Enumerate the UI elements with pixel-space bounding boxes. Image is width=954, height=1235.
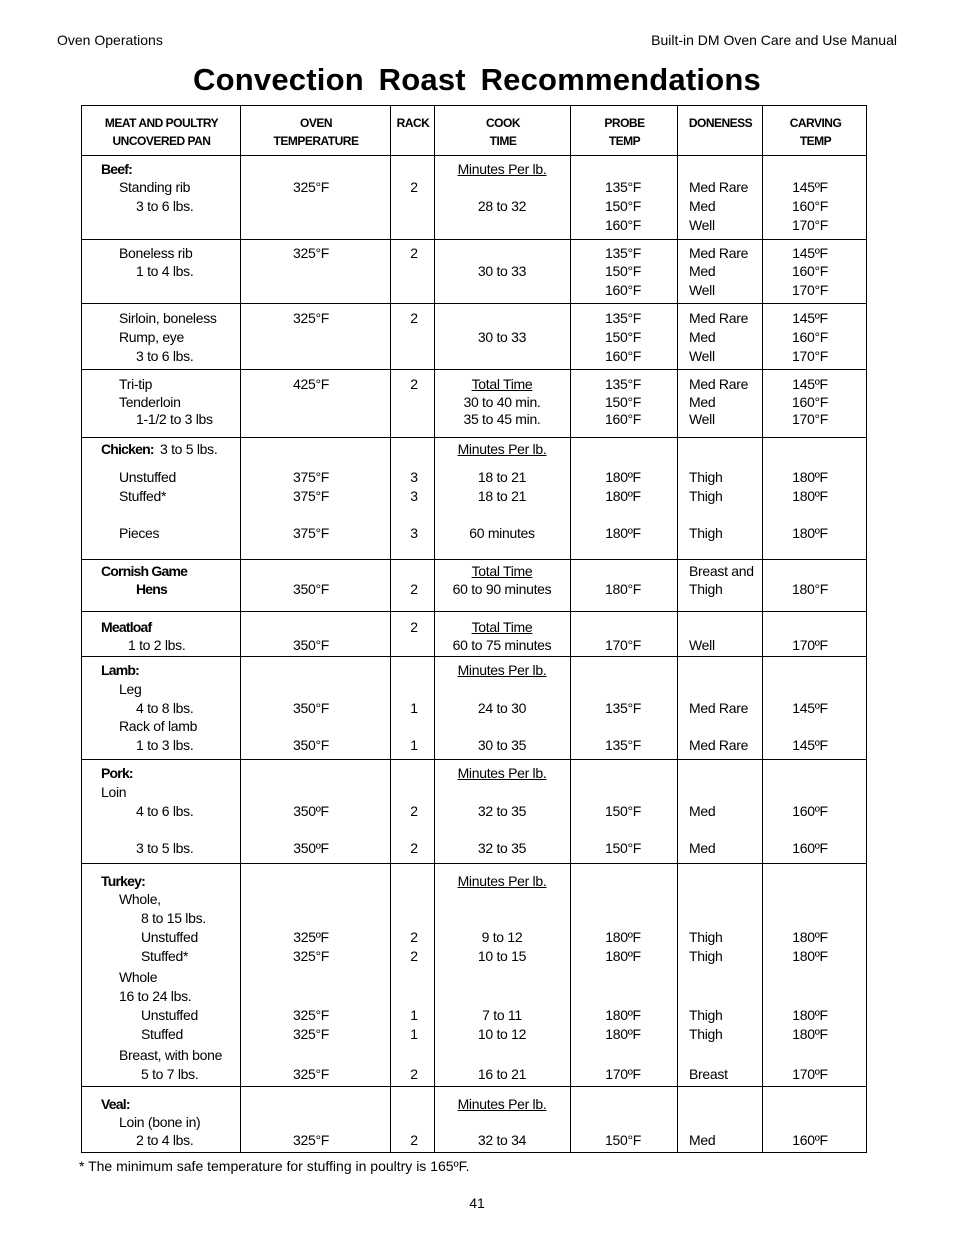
cell-probe: 135°F [604, 376, 642, 392]
cell-probe: 135°F [604, 245, 642, 261]
cell-doneness: Med [689, 198, 716, 214]
cell-oven: 350ºF [293, 803, 329, 819]
cell-oven: 350°F [292, 637, 330, 653]
cell-meat: 2 to 4 lbs. [136, 1132, 194, 1148]
cell-rack: 1 [410, 737, 418, 753]
cell-meat: 3 to 6 lbs. [136, 198, 194, 214]
cell-carving: 180ºF [792, 1007, 828, 1023]
column-header-meat-line1: MEAT AND POULTRY [104, 116, 219, 130]
cell-meat: Stuffed* [119, 488, 167, 504]
row-divider [82, 1086, 866, 1087]
cell-carving: 145ºF [792, 245, 828, 261]
cell-probe: 150°F [604, 1132, 642, 1148]
column-header-oven [241, 114, 391, 150]
cell-meat: 3 to 5 lbs. [160, 441, 218, 457]
column-header-cook-line1: COOK [486, 116, 520, 130]
cell-rack: 2 [410, 840, 418, 856]
cell-probe: 150°F [604, 329, 642, 345]
cell-carving: 170°F [791, 217, 829, 233]
cell-rack: 1 [410, 1026, 418, 1042]
cell-rack: 3 [410, 488, 418, 504]
cell-meat: 1 to 4 lbs. [136, 263, 194, 279]
cell-doneness: Med Rare [689, 310, 749, 326]
cell-doneness: Med [689, 803, 716, 819]
cell-doneness: Med [689, 840, 716, 856]
cell-probe: 180ºF [605, 525, 641, 541]
cell-meat: Standing rib [119, 179, 191, 195]
cell-oven: 350°F [292, 737, 330, 753]
row-divider [82, 759, 866, 760]
column-divider [390, 106, 391, 1152]
column-divider [570, 106, 571, 1152]
cell-oven: 350°F [292, 581, 330, 597]
cell-carving: 170ºF [792, 637, 828, 653]
cell-meat: 5 to 7 lbs. [141, 1066, 199, 1082]
cell-carving: 180ºF [792, 488, 828, 504]
cell-probe: 150°F [604, 263, 642, 279]
cell-meat: 1-1/2 to 3 lbs [136, 411, 213, 427]
column-header-cook-line2: TIME [489, 134, 517, 148]
cell-rack: 2 [410, 948, 418, 964]
cell-meat: Boneless rib [119, 245, 193, 261]
cell-cook: Minutes Per lb. [457, 161, 547, 177]
cell-probe: 135°F [604, 310, 642, 326]
cell-meat: 3 to 6 lbs. [136, 348, 194, 364]
recommendations-table [81, 105, 867, 1153]
cell-probe: 180ºF [605, 1007, 641, 1023]
row-divider [82, 239, 866, 240]
cell-rack: 3 [410, 525, 418, 541]
cell-doneness: Well [689, 348, 715, 364]
cell-cook: 30 to 33 [477, 263, 527, 279]
cell-cook: 32 to 35 [477, 840, 527, 856]
cell-doneness: Well [689, 282, 715, 298]
row-divider [82, 863, 866, 864]
cell-doneness: Thigh [689, 1007, 723, 1023]
cell-rack: 2 [410, 245, 418, 261]
cell-meat: Pork: [101, 765, 133, 781]
cell-probe: 160°F [604, 217, 642, 233]
cell-meat: Unstuffed [141, 1007, 198, 1023]
cell-oven: 350ºF [293, 840, 329, 856]
cell-carving: 170ºF [792, 1066, 828, 1082]
cell-carving: 145ºF [792, 179, 828, 195]
cell-carving: 180ºF [792, 948, 828, 964]
cell-meat: Breast, with bone [119, 1047, 223, 1063]
row-divider [82, 155, 866, 156]
cell-cook: 35 to 45 min. [463, 411, 541, 427]
cell-oven: 425°F [292, 376, 330, 392]
cell-oven: 375°F [292, 488, 330, 504]
column-header-rack-line1: RACK [396, 116, 430, 130]
cell-cook: Total Time [471, 619, 533, 635]
cell-cook: 60 minutes [469, 525, 535, 541]
cell-probe: 180ºF [605, 929, 641, 945]
cell-meat: Rack of lamb [119, 718, 198, 734]
cell-doneness: Med [689, 263, 716, 279]
manual-title-header: Built-in DM Oven Care and Use Manual [651, 32, 897, 48]
cell-carving: 180ºF [792, 525, 828, 541]
cell-carving: 170°F [791, 348, 829, 364]
cell-doneness: Thigh [689, 525, 723, 541]
cell-cook: 60 to 75 minutes [452, 637, 552, 653]
cell-cook: Total Time [471, 376, 533, 392]
cell-doneness: Well [689, 217, 715, 233]
cell-cook: 18 to 21 [477, 488, 527, 504]
cell-meat: Unstuffed [119, 469, 176, 485]
cell-probe: 180ºF [605, 1026, 641, 1042]
cell-probe: 150°F [604, 840, 642, 856]
cell-cook: 16 to 21 [477, 1066, 527, 1082]
cell-doneness: Med [689, 1132, 716, 1148]
cell-cook: Minutes Per lb. [457, 1096, 547, 1112]
cell-oven: 325°F [292, 245, 330, 261]
column-divider [240, 106, 241, 1152]
cell-probe: 170ºF [605, 1066, 641, 1082]
cell-carving: 180ºF [792, 929, 828, 945]
cell-meat: 1 to 2 lbs. [128, 637, 186, 653]
cell-carving: 180°F [791, 581, 829, 597]
cell-doneness: Thigh [689, 581, 723, 597]
cell-meat: 4 to 8 lbs. [136, 700, 194, 716]
cell-doneness: Thigh [689, 948, 723, 964]
column-header-probe [571, 114, 678, 150]
cell-probe: 160°F [604, 282, 642, 298]
cell-carving: 180ºF [792, 469, 828, 485]
cell-carving: 160ºF [792, 803, 828, 819]
cell-meat: Loin (bone in) [119, 1114, 201, 1130]
column-header-meat-line2: UNCOVERED PAN [112, 134, 211, 148]
cell-carving: 160°F [791, 329, 829, 345]
cell-doneness: Med Rare [689, 376, 749, 392]
cell-meat: Lamb: [101, 662, 140, 678]
cell-cook: 10 to 12 [477, 1026, 527, 1042]
cell-oven: 325°F [292, 310, 330, 326]
cell-cook: 30 to 35 [477, 737, 527, 753]
cell-carving: 160°F [791, 263, 829, 279]
cell-meat: 3 to 5 lbs. [136, 840, 194, 856]
cell-carving: 145ºF [792, 700, 828, 716]
cell-doneness: Thigh [689, 488, 723, 504]
cell-probe: 135°F [604, 737, 642, 753]
cell-meat: Unstuffed [141, 929, 198, 945]
cell-cook: 30 to 40 min. [463, 394, 541, 410]
cell-cook: 7 to 11 [482, 1007, 522, 1023]
cell-oven: 325°F [292, 1132, 330, 1148]
cell-oven: 325°F [292, 948, 330, 964]
cell-meat: Leg [119, 681, 142, 697]
cell-oven: 375°F [292, 469, 330, 485]
cell-oven: 325°F [292, 179, 330, 195]
row-divider [82, 437, 866, 438]
cell-cook: 32 to 35 [477, 803, 527, 819]
cell-carving: 160ºF [792, 840, 828, 856]
row-divider [82, 303, 866, 304]
page-number: 41 [469, 1195, 485, 1211]
cell-carving: 160°F [791, 394, 829, 410]
cell-doneness: Med [689, 394, 716, 410]
cell-meat: Veal: [101, 1096, 130, 1112]
cell-meat: Chicken: [101, 441, 154, 457]
page-title: Convection Roast Recommendations [193, 62, 761, 97]
cell-doneness: Thigh [689, 469, 723, 485]
cell-cook: 10 to 15 [477, 948, 527, 964]
cell-doneness: Thigh [689, 929, 723, 945]
cell-meat: 4 to 6 lbs. [136, 803, 194, 819]
column-header-carving-line2: TEMP [799, 134, 832, 148]
cell-doneness: Med Rare [689, 179, 749, 195]
cell-probe: 170°F [604, 637, 642, 653]
column-header-probe-line1: PROBE [604, 116, 645, 130]
cell-oven: 325ºF [293, 929, 329, 945]
cell-meat: 1 to 3 lbs. [136, 737, 194, 753]
cell-carving: 160°F [791, 198, 829, 214]
cell-meat: Meatloaf [101, 619, 152, 635]
cell-doneness: Breast and [689, 563, 754, 579]
cell-cook: 32 to 34 [477, 1132, 527, 1148]
cell-cook: Minutes Per lb. [457, 441, 547, 457]
column-header-carving [763, 114, 868, 150]
column-header-cook [435, 114, 571, 150]
cell-doneness: Well [689, 637, 715, 653]
cell-carving: 145ºF [792, 376, 828, 392]
section-header: Oven Operations [57, 32, 163, 48]
cell-carving: 145ºF [792, 737, 828, 753]
cell-rack: 2 [410, 619, 418, 635]
column-header-carving-line1: CARVING [789, 116, 842, 130]
cell-meat: Whole, [119, 891, 161, 907]
cell-oven: 350°F [292, 700, 330, 716]
cell-probe: 160°F [604, 348, 642, 364]
cell-meat: Rump, eye [119, 329, 184, 345]
cell-meat: Cornish Game [101, 563, 188, 579]
cell-cook: Total Time [471, 563, 533, 579]
cell-probe: 180ºF [605, 469, 641, 485]
cell-rack: 3 [410, 469, 418, 485]
cell-rack: 2 [410, 179, 418, 195]
row-divider [82, 559, 866, 560]
column-header-meat [82, 114, 241, 150]
cell-doneness: Well [689, 411, 715, 427]
cell-rack: 2 [410, 581, 418, 597]
cell-probe: 150°F [604, 198, 642, 214]
cell-probe: 135°F [604, 179, 642, 195]
cell-meat: Stuffed [141, 1026, 184, 1042]
row-divider [82, 656, 866, 657]
cell-meat: Beef: [101, 161, 133, 177]
cell-carving: 180ºF [792, 1026, 828, 1042]
cell-doneness: Med [689, 329, 716, 345]
column-divider [762, 106, 763, 1152]
cell-rack: 2 [410, 929, 418, 945]
cell-carving: 160ºF [792, 1132, 828, 1148]
column-header-doneness-line1: DONENESS [688, 116, 753, 130]
cell-meat: Sirloin, boneless [119, 310, 217, 326]
cell-cook: 60 to 90 minutes [452, 581, 552, 597]
cell-cook: 9 to 12 [481, 929, 523, 945]
cell-oven: 325°F [292, 1026, 330, 1042]
cell-cook: 18 to 21 [477, 469, 527, 485]
cell-cook: Minutes Per lb. [457, 873, 547, 889]
cell-rack: 2 [410, 803, 418, 819]
cell-probe: 135°F [604, 700, 642, 716]
cell-probe: 180°F [604, 581, 642, 597]
cell-probe: 180ºF [605, 488, 641, 504]
cell-carving: 170°F [791, 282, 829, 298]
footnote: * The minimum safe temperature for stuffing in poultry is 165ºF. [79, 1158, 470, 1174]
cell-meat: Whole [119, 969, 158, 985]
cell-doneness: Breast [689, 1066, 728, 1082]
cell-meat: Hens [136, 581, 168, 597]
cell-meat: 16 to 24 lbs. [119, 988, 192, 1004]
cell-cook: Minutes Per lb. [457, 765, 547, 781]
cell-rack: 1 [410, 1007, 418, 1023]
cell-doneness: Med Rare [689, 737, 749, 753]
cell-probe: 150°F [604, 394, 642, 410]
cell-carving: 145ºF [792, 310, 828, 326]
cell-doneness: Med Rare [689, 700, 749, 716]
cell-cook: Minutes Per lb. [457, 662, 547, 678]
column-header-oven-line1: OVEN [299, 116, 332, 130]
cell-oven: 325°F [292, 1066, 330, 1082]
cell-rack: 2 [410, 310, 418, 326]
cell-doneness: Med Rare [689, 245, 749, 261]
cell-meat: Tenderloin [119, 394, 181, 410]
cell-meat: Turkey: [101, 873, 145, 889]
cell-cook: 28 to 32 [477, 198, 527, 214]
cell-cook: 30 to 33 [477, 329, 527, 345]
cell-oven: 375°F [292, 525, 330, 541]
cell-probe: 180ºF [605, 948, 641, 964]
cell-doneness: Thigh [689, 1026, 723, 1042]
cell-carving: 170°F [791, 411, 829, 427]
column-divider [434, 106, 435, 1152]
row-divider [82, 369, 866, 370]
cell-meat: Pieces [119, 525, 160, 541]
cell-oven: 325°F [292, 1007, 330, 1023]
cell-meat: Tri-tip [119, 376, 153, 392]
cell-meat: 8 to 15 lbs. [141, 910, 206, 926]
row-divider [82, 611, 866, 612]
cell-rack: 1 [410, 700, 418, 716]
column-header-probe-line2: TEMP [608, 134, 641, 148]
column-header-oven-line2: TEMPERATURE [273, 134, 359, 148]
cell-rack: 2 [410, 1066, 418, 1082]
column-header-rack [391, 114, 435, 132]
cell-rack: 2 [410, 1132, 418, 1148]
cell-meat: Stuffed* [141, 948, 189, 964]
column-divider [677, 106, 678, 1152]
cell-meat: Loin [101, 784, 127, 800]
cell-cook: 24 to 30 [477, 700, 527, 716]
cell-probe: 160°F [604, 411, 642, 427]
cell-probe: 150°F [604, 803, 642, 819]
cell-rack: 2 [410, 376, 418, 392]
column-header-doneness [678, 114, 763, 132]
